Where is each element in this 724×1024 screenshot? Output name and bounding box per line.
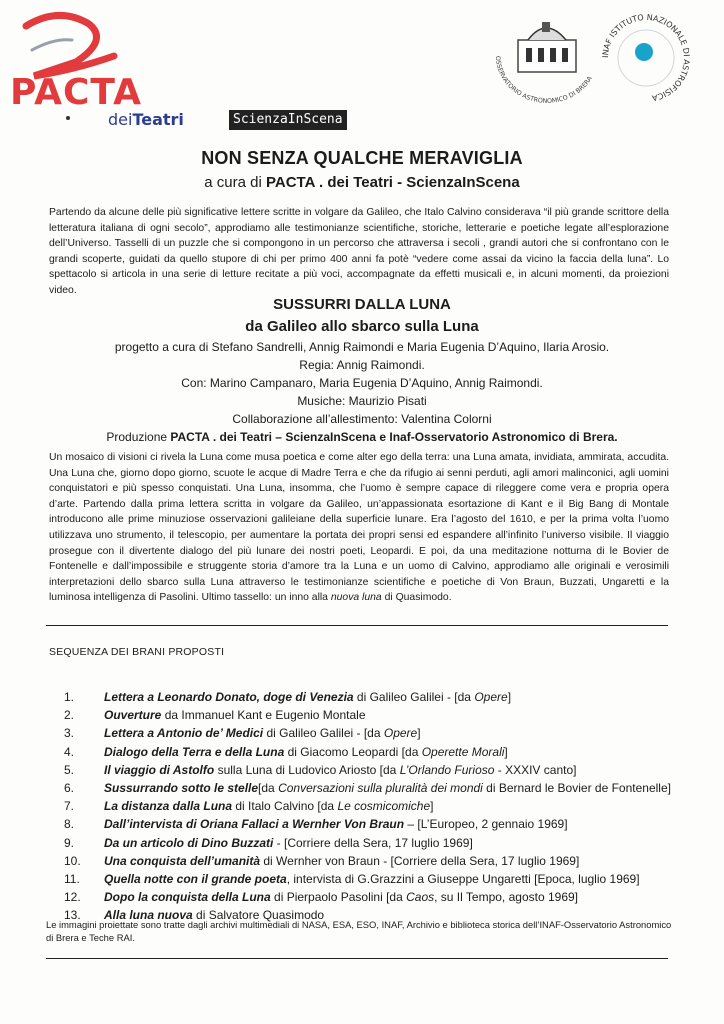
sequence-list	[60, 688, 700, 925]
item-author: , intervista di G.Grazzini a Giuseppe Ungaretti [Epoca, luglio 1969]	[286, 872, 640, 887]
item-number: 1.	[64, 690, 75, 704]
direction-credit: Regia: Annig Raimondi.	[299, 358, 425, 372]
item-source-end: - XXXIV canto]	[494, 762, 577, 777]
item-author: di Wernher von Braun - [Corriere della Sera, 17 luglio 1969]	[260, 853, 580, 868]
music-credit: Musiche: Maurizio Pisati	[297, 394, 427, 408]
item-number: 7.	[64, 799, 75, 814]
cast-credit: Con: Marino Campanaro, Maria Eugenia D’Aquino, Annig Raimondi.	[181, 376, 543, 390]
pacta-dei-teatri: deiTeatri	[108, 110, 184, 129]
item-author: di Galileo Galilei - [da	[263, 726, 384, 741]
item-text	[104, 724, 421, 742]
item-number: 4.	[64, 744, 75, 759]
main-title: NON SENZA QUALCHE MERAVIGLIA	[201, 148, 523, 168]
item-title: Da un articolo di Dino Buzzati	[104, 835, 274, 850]
item-author: di Italo Calvino [da	[232, 799, 338, 814]
item-source-end: ]	[504, 744, 508, 759]
inaf-planet-icon	[635, 43, 653, 61]
item-text	[104, 870, 640, 888]
item-author: di Pierpaolo Pasolini [da	[270, 890, 407, 905]
list-item	[60, 779, 700, 797]
item-author: da Immanuel Kant e Eugenio Montale	[161, 708, 366, 723]
list-item	[60, 743, 700, 761]
show-title: SUSSURRI DALLA LUNA	[273, 296, 451, 313]
description-paragraph: Un mosaico di visioni ci rivela la Luna come musa poetica e come alter ego della terra: una Luna amata, invidiata, ammirata, accudita. Una Luna che, giorno dopo giorno, scuote le acque di Madre Terra e che da rifugio ai senni perduti, agli amori malinconici, agli uomini conquistatori e più spesso conquistati. Una Luna, insomma, che l’uomo è sempre capace di rileggere come vera e propria opera d’arte. Partendo dalla prima lettera scritta in volgare da Galileo, un’appassionata esortazione di Kant e il Big Bang di Montale introducono alle prime minuziose osservazioni galileiane della superficie lunare. Era l’agosto del 1610, e per la prima volta l’uomo utilizzava uno strumento, il telescopio, per aumentare la portata dei propri sensi ed espandere all’infinito l’universo visibile. Il viaggio prosegue con il divertente dialogo del più lunare dei nostri poeti, Leopardi. E poi, da una meditazione notturna di le Bovier de Fontenelle e dall’impossibile e struggente storia d’amore tra la Luna e un uomo di Calvino, approdiamo alle originali e verosimili interpretazioni dello sbarco sulla Luna attraverso le testimonianze scientifiche e poetiche di Von Braun, Buzzati, Ungaretti e la luminosa intelligenza di Pasolini. Ultimo tassello: un inno alla nuova luna di Quasimodo.	[49, 452, 669, 604]
list-item	[60, 870, 700, 888]
item-source: Operette Morali	[421, 744, 505, 759]
item-text	[104, 834, 473, 852]
divider	[46, 958, 668, 959]
item-title: Alla luna nuova	[104, 908, 193, 923]
item-text	[104, 888, 578, 906]
item-text	[104, 852, 579, 870]
item-number: 3.	[64, 726, 75, 741]
brera-observatory-seal	[488, 12, 606, 112]
collaboration-credit: Collaborazione all’allestimento: Valentina Colorni	[232, 412, 492, 426]
item-author: di Salvatore Quasimodo	[192, 908, 325, 923]
production-credit: Produzione PACTA . dei Teatri – ScienzaInScena e Inaf-Osservatorio Astronomico di Brera.	[106, 430, 618, 444]
item-number: 2.	[64, 708, 75, 723]
pacta-logo	[8, 10, 188, 130]
item-title: Dialogo della Terra e della Luna	[104, 744, 285, 759]
item-text	[104, 797, 433, 815]
item-text	[104, 761, 576, 779]
item-text	[104, 743, 508, 761]
item-author: di Giacomo Leopardi [da	[284, 744, 422, 759]
item-title: Dall’intervista di Oriana Fallaci a Wernher Von Braun	[104, 817, 405, 832]
list-item	[60, 761, 700, 779]
logo-dot	[66, 116, 70, 120]
item-number: 8.	[64, 817, 75, 832]
intro-paragraph: Partendo da alcune delle più significative lettere scritte in volgare da Galileo, che Italo Calvino considerava “il più grande scrittore della letteratura italiana di ogni secolo”, approdiamo alle testimonianze scientifiche, storiche, letterarie e poetiche legate all’esplorazione dell’Universo. Tasselli di un puzzle che si compongono in un percorso che attraversa i secoli , grandi autori che si confrontano con le grandi scoperte, guidati da quello stupore di chi per primo 400 anni fa potè “vedere come assai da vicino la faccia della luna”. Lo spettacolo si articola in una serie di letture recitate a più voci, accompagnate da effetti musicali e, in alcuni momenti, da proiezioni video.	[49, 207, 669, 296]
item-source: Opere	[474, 690, 508, 704]
subtitle: a cura di PACTA . dei Teatri - ScienzaInScena	[204, 174, 520, 191]
item-number: 11.	[64, 872, 80, 887]
scienzainscena-logo: ScienzaInScena	[229, 110, 347, 130]
item-source-end: , su Il Tempo, agosto 1969]	[434, 890, 578, 905]
item-author: – [L’Europeo, 2 gennaio 1969]	[404, 817, 568, 832]
item-source-end: ]	[507, 690, 512, 704]
item-number: 10.	[64, 853, 81, 868]
list-item	[60, 724, 700, 742]
item-source: Le cosmicomiche	[337, 799, 431, 814]
list-item	[60, 797, 700, 815]
item-author: [da	[258, 781, 279, 796]
list-item	[60, 834, 700, 852]
svg-text:OSSERVATORIO ASTRONOMICO DI BR: OSSERVATORIO ASTRONOMICO DI BRERA	[493, 55, 594, 105]
item-title: La distanza dalla Luna	[104, 799, 233, 814]
show-subtitle: da Galileo allo sbarco sulla Luna	[245, 318, 479, 335]
item-title: Il viaggio di Astolfo	[104, 762, 215, 777]
item-text	[104, 779, 671, 797]
item-source: Conversazioni sulla pluralità dei mondi	[278, 781, 483, 796]
item-text	[104, 815, 568, 833]
item-number: 12.	[64, 890, 81, 905]
item-title: Ouverture	[104, 708, 162, 723]
item-number: 9.	[64, 835, 75, 850]
pacta-wordmark: PACTA	[10, 72, 142, 113]
item-source-end: ]	[430, 799, 434, 814]
item-title: Lettera a Leonardo Donato, doge di Venezia	[104, 690, 354, 704]
item-text	[104, 688, 511, 706]
list-item	[60, 852, 700, 870]
item-title: Lettera a Antonio de’ Medici	[104, 726, 264, 741]
svg-text:INAF ISTITUTO NAZIONALE DI AST: INAF ISTITUTO NAZIONALE DI ASTROFISICA	[600, 12, 692, 103]
item-text	[104, 706, 366, 724]
item-title: Sussurrando sotto le stelle	[104, 781, 259, 796]
item-source-end: ]	[417, 726, 421, 741]
pacta-swoosh-icon	[14, 10, 124, 80]
list-item	[60, 688, 700, 706]
sequence-heading: SEQUENZA DEI BRANI PROPOSTI	[49, 646, 225, 658]
item-source: L’Orlando Furioso	[399, 762, 495, 777]
item-title: Dopo la conquista della Luna	[104, 890, 271, 905]
item-number: 6.	[64, 781, 75, 796]
item-source: Caos	[406, 890, 435, 905]
item-author: di Galileo Galilei - [da	[353, 690, 475, 704]
list-item	[60, 888, 700, 906]
list-item	[60, 815, 700, 833]
item-title: Quella notte con il grande poeta	[104, 872, 287, 887]
item-author: sulla Luna di Ludovico Ariosto [da	[214, 762, 400, 777]
divider	[46, 625, 668, 626]
item-author: - [Corriere della Sera, 17 luglio 1969]	[273, 835, 473, 850]
item-source: Opere	[383, 726, 418, 741]
item-number: 13.	[64, 908, 81, 923]
item-title: Una conquista dell’umanità	[104, 853, 261, 868]
credits-block	[0, 338, 724, 446]
inaf-seal	[596, 8, 696, 108]
list-item	[60, 706, 700, 724]
item-number: 5.	[64, 762, 75, 777]
item-source-end: di Bernard le Bovier de Fontenelle]	[482, 781, 671, 796]
footer-note: Le immagini proiettate sono tratte dagli archivi multimediali di NASA, ESA, ESO, INAF, Archivio e biblioteca storica dell’INAF-Osservatorio Astronomico di Brera e Teche RAI.	[46, 919, 672, 943]
project-credit: progetto a cura di Stefano Sandrelli, Annig Raimondi e Maria Eugenia D’Aquino, Ilaria Arosio.	[114, 340, 610, 354]
